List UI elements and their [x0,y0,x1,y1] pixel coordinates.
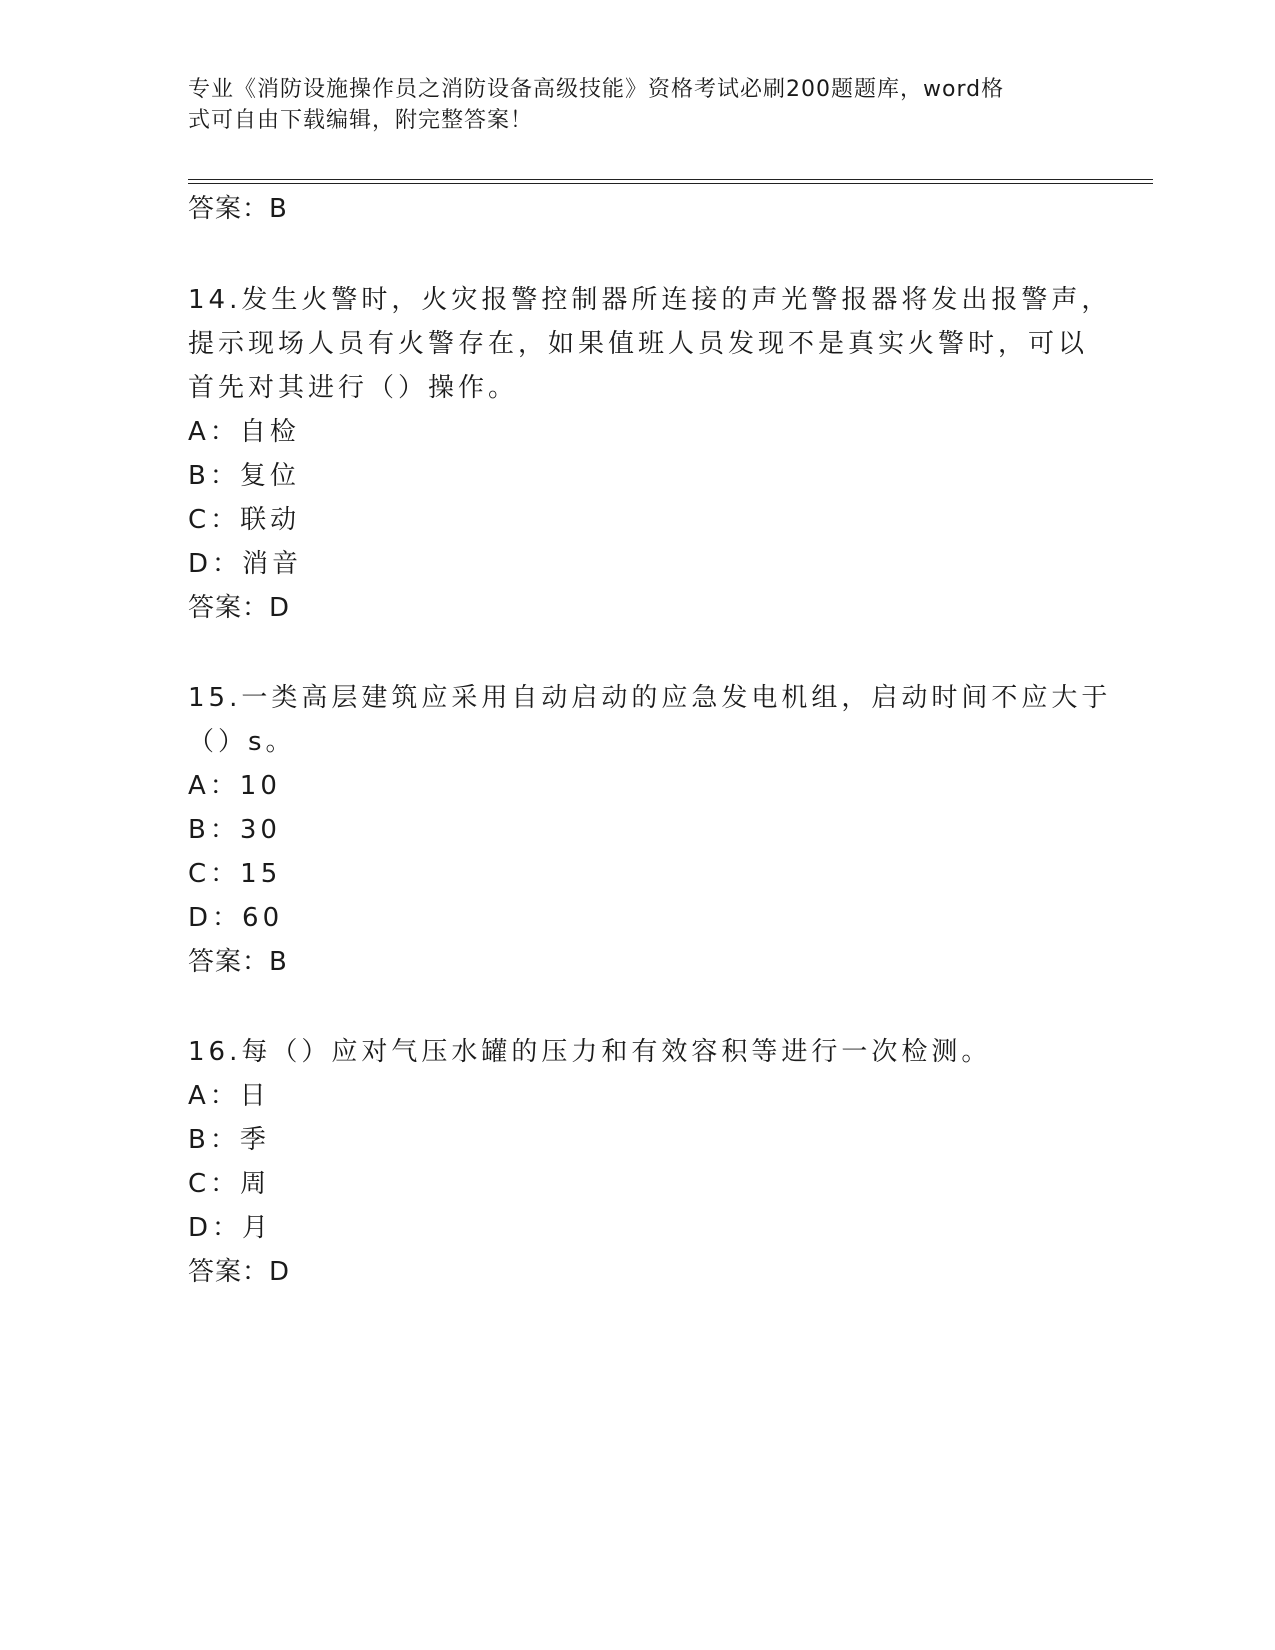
question-16-option-a: A：日 [188,1081,270,1111]
question-16-option-c: C：周 [188,1169,271,1199]
question-16-option-d: D：月 [188,1213,273,1243]
question-14-option-c: C：联动 [188,505,301,535]
header-divider-top [188,179,1153,180]
question-15-line-2: （）s。 [188,727,296,757]
question-14-option-d: D：消音 [188,549,303,579]
question-14-option-a: A：自检 [188,417,300,447]
question-15-line-1: 15.一类高层建筑应采用自动启动的应急发电机组，启动时间不应大于 [188,683,1112,713]
question-14-line-1: 14.发生火警时，火灾报警控制器所连接的声光警报器将发出报警声， [188,285,1112,315]
question-16-line-1: 16.每（）应对气压水罐的压力和有效容积等进行一次检测。 [188,1037,992,1067]
question-15-answer: 答案：B [188,947,288,977]
question-15-option-b: B：30 [188,815,281,845]
question-16-answer: 答案：D [188,1257,291,1287]
previous-answer: 答案：B [188,194,288,224]
question-14-line-3: 首先对其进行（）操作。 [188,373,519,403]
header-divider-bottom [188,183,1153,184]
header-line-1: 专业《消防设施操作员之消防设备高级技能》资格考试必刷200题题库，word格 [188,77,1005,102]
question-14-option-b: B：复位 [188,461,300,491]
document-header [188,74,1068,136]
question-15-option-a: A：10 [188,771,281,801]
question-14-line-2: 提示现场人员有火警存在，如果值班人员发现不是真实火警时，可以 [188,329,1089,359]
question-15-option-d: D：60 [188,903,284,933]
question-15-option-c: C：15 [188,859,282,889]
question-14-answer: 答案：D [188,593,291,623]
question-16-option-b: B：季 [188,1125,270,1155]
header-line-2: 式可自由下载编辑，附完整答案！ [188,108,534,133]
